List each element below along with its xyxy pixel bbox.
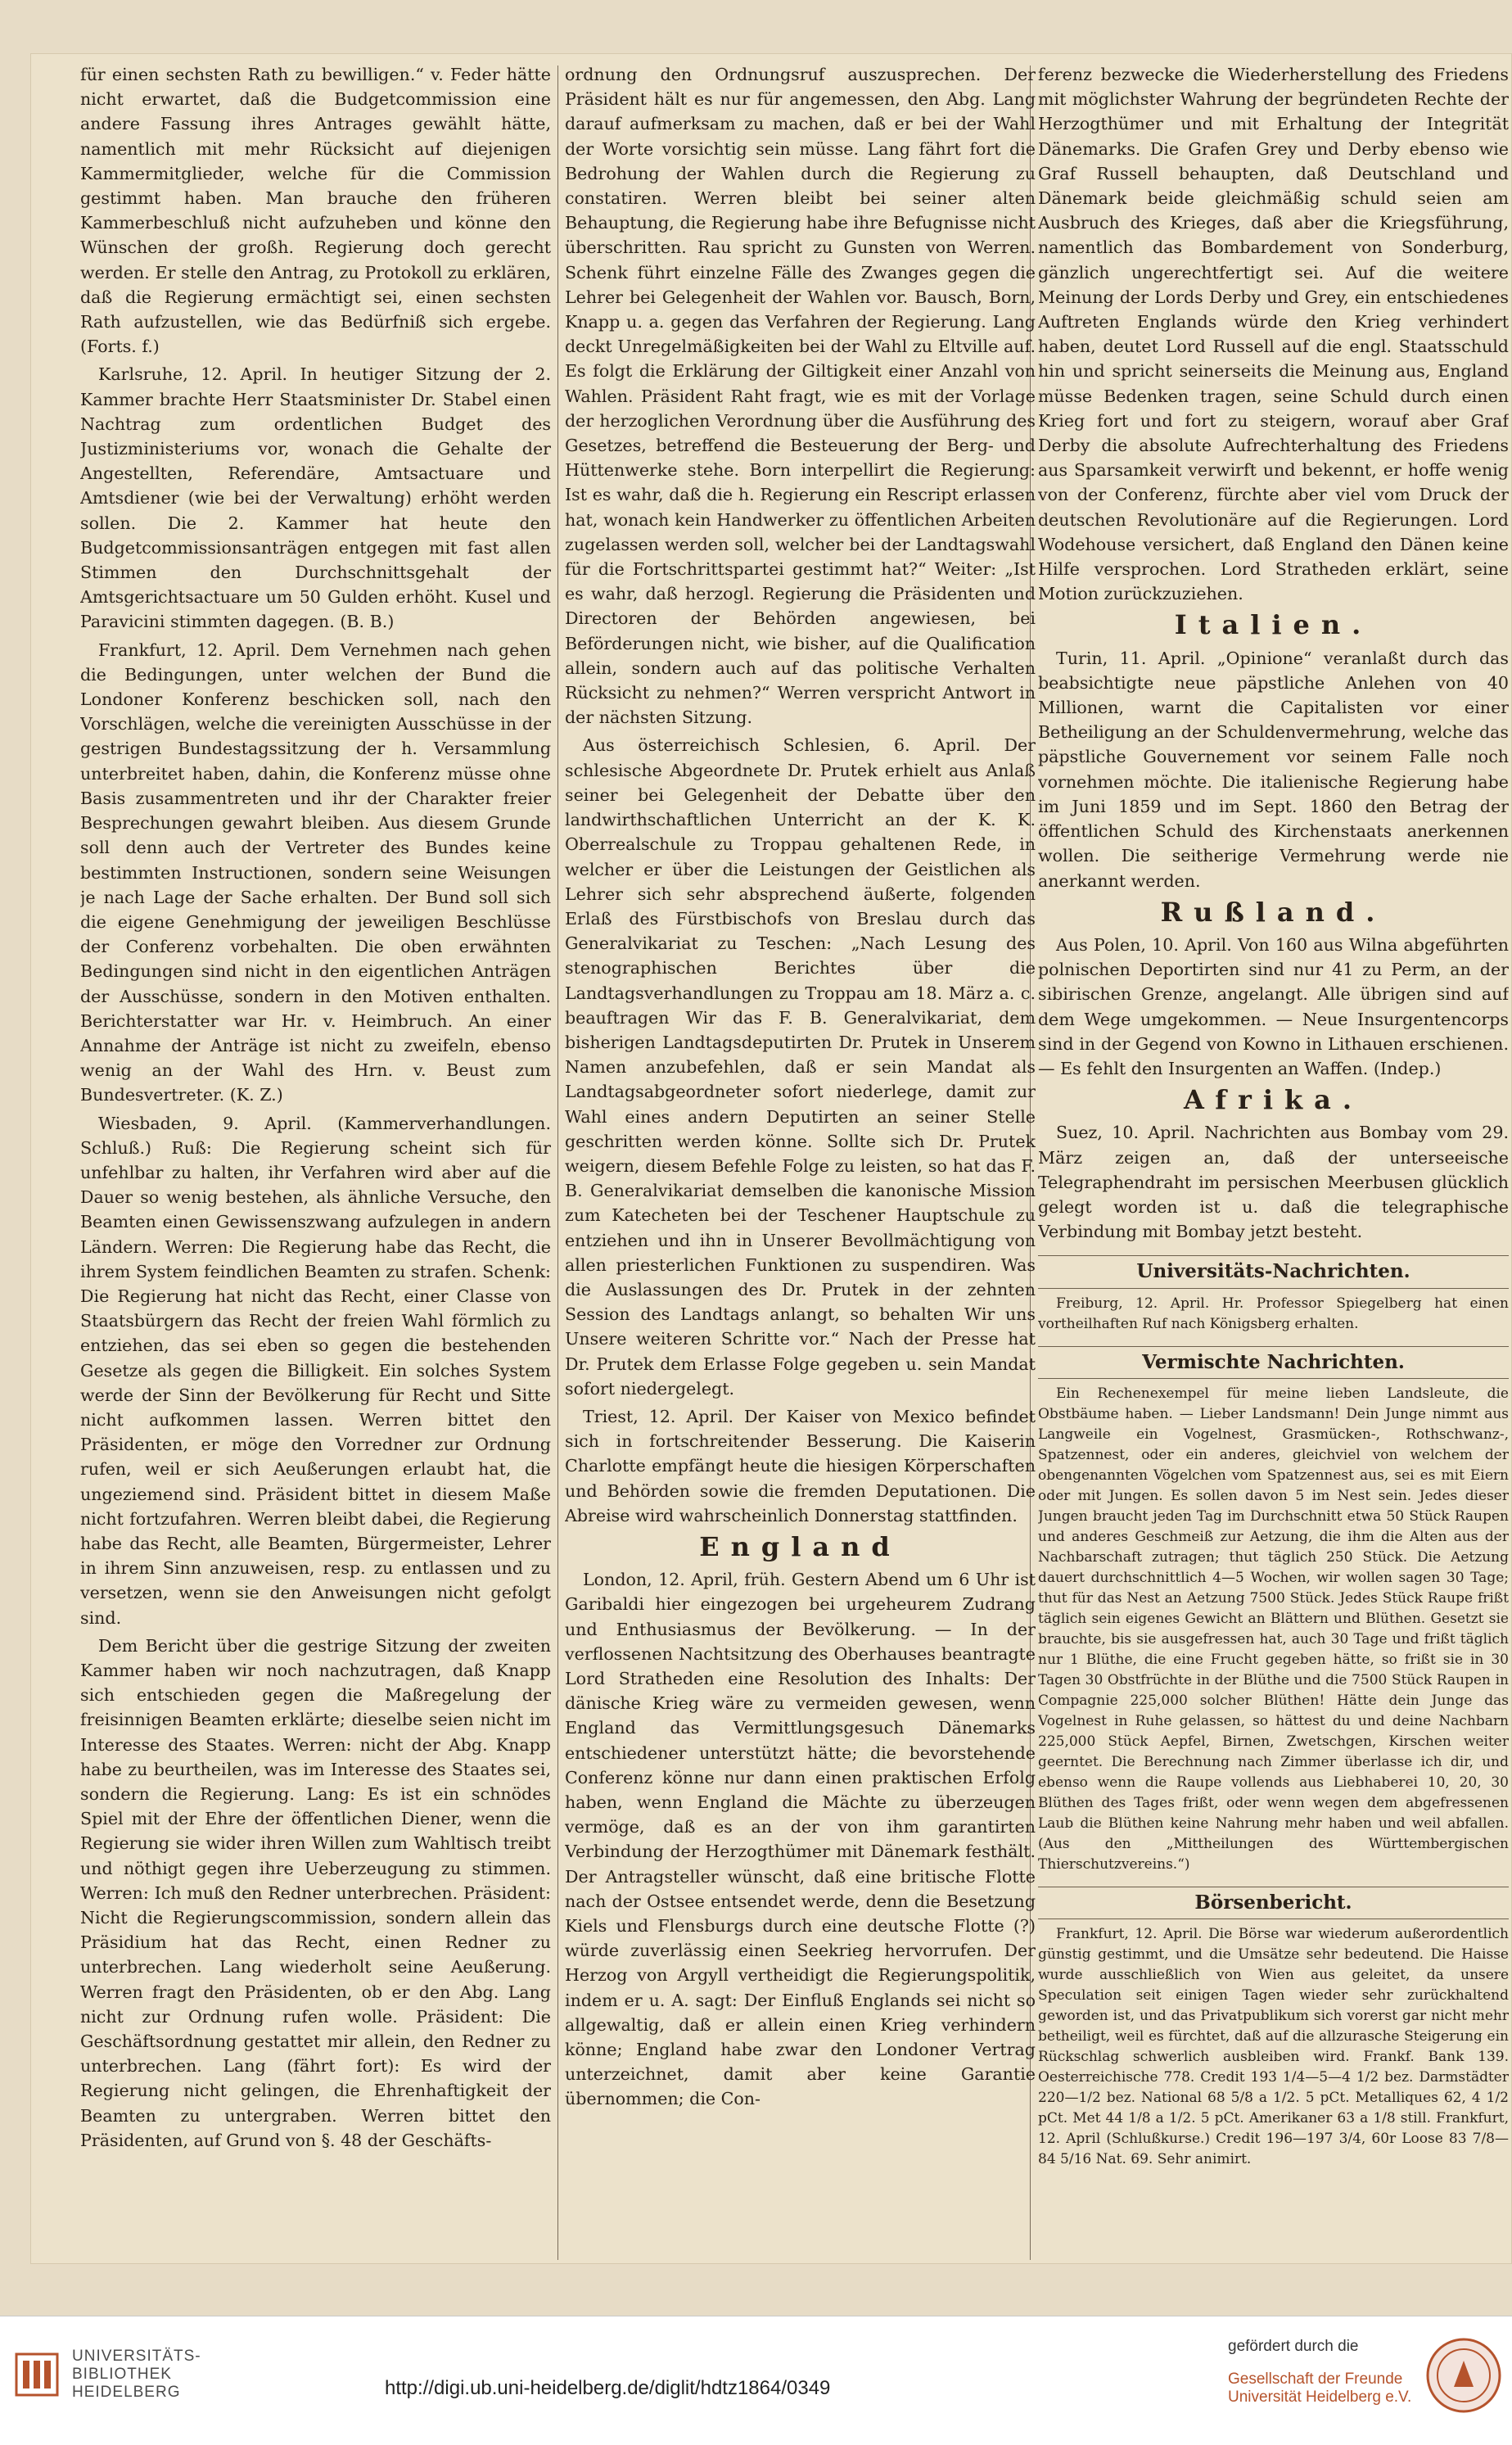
article-text: ferenz bezwecke die Wiederherstellung des Friedens mit möglichster Wahrung der begründeten Rechte der Herzogthümer und mit Erhaltung der Integrität Dänemarks. Die Grafen Grey und Derby ebenso wie Graf Russell behaupten, daß Deutschland und Dänemark beide gleichmäßig schuld seien am Ausbruch des Krieges, daß aber die Kriegsführung, namentlich das Bombardement von Sonderburg, gänzlich ungerechtfertigt sei. Auf die weitere Meinung der Lords Derby und Grey, ein entschiedenes Auftreten Englands würde den Krieg verhindert haben, deutet Lord Russell auf die engl. Staatsschuld hin und spricht seinerseits die Meinung aus, England müsse Bedenken tragen, seine Schuld durch einen Krieg fort und fort zu steigern, worauf aber Graf Derby die absolute Aufrechterhaltung des Friedens aus Sparsamkeit verwirft und bekennt, er hoffe wenig von der Conferenz, fürchte aber viel vom Druck der deutschen Revolutionäre auf die Regierungen. Lord Wodehouse versichert, daß England den Dänen keine Hilfe versprochen. Lord Stratheden erklärt, seine Motion zurückzuziehen. (1038, 65, 1509, 604)
library-line-2: BIBLIOTHEK (72, 2366, 172, 2383)
article-wiesbaden: Wiesbaden, 9. April. (Kammerverhandlungen. Schluß.) Ruß: Die Regierung scheint sich für unfehlbar zu halten, ihr Verfahren wird aber auf die Dauer so wenig bestehen, als ähnliche Versuche, den Beamten einen Gewissenszwang aufzulegen in andern Ländern. Werren: Die Regierung habe das Recht, die ihrem System feindlichen Beamten zu strafen. Schenk: Die Regierung hat nicht das Recht, einer Classe von Staatsbürgern das Recht der freien Wahl förmlich zu entziehen, das sei eben so gegen die bestehenden Gesetze als gegen die Billigkeit. Ein solches System werde der Sinn der Bevölkerung für Recht und Sitte nicht aufkommen lassen. Werren bittet den Präsidenten, er möge den Vorredner zur Ordnung rufen, weil er sich Aeußerungen erlaubt hat, die ungeziemend sind. Präsident bittet in diesem Maße nicht fortzufahren. Werren bleibt dabei, die Regierung habe das Recht, alle Beamten, Bürgermeister, Lehrer in ihrem Sinn anzuweisen, resp. zu entlassen und zu versetzen, wenn sie den Anweisungen nicht gefolgt sind. (80, 1113, 551, 1628)
subhead-university: Universitäts-Nachrichten. (1038, 1255, 1509, 1288)
article-london: London, 12. April, früh. Gestern Abend um 6 Uhr ist Garibaldi hier eingezogen bei urgeheurem Zudrang und Enthusiasmus der Bevölkerung. — In der verflossenen Nachtsitzung des Oberhauses beantragte Lord Stratheden eine Resolution des Inhalts: Der dänische Krieg wäre zu vermeiden gewesen, wenn England das Vermittlungsgesuch Dänemarks entschiedener unterstützt hätte; die bevorstehende Conferenz könne nur dann einen praktischen Erfolg haben, wenn England die Mächte zu überzeugen vermöge, daß es an der von ihm garantirten Verbindung der Herzogthümer mit Dänemark festhält. Der Antragsteller wünscht, daß eine britische Flotte nach der Ostsee entsendet werde, denn die Besetzung Kiels und Flensburgs durch eine deutsche Flotte (?) würde zuverlässig einen Seekrieg hervorrufen. Der Herzog von Argyll vertheidigt die Regierungspolitik, indem er u. A. sagt: Der Einfluß Englands sei nicht so allgewaltig, daß er allein einen Krieg verhindern könne; England habe zwar den Londoner Vertrag unterzeichnet, damit aber keine Garantie übernommen; die Con- (565, 1570, 1036, 2109)
university-seal-icon (1424, 2336, 1503, 2415)
article-text: für einen sechsten Rath zu bewilligen.“ v. Feder hätte nicht erwartet, daß die Budgetcommission eine andere Fassung ihres Antrages gewählt hätte, namentlich mit mehr Rücksicht auf diejenigen Kammermitglieder, welche für die Commission gestimmt haben. Man brauche den früheren Kammerbeschluß nicht aufzuheben und könne den Wünschen der großh. Regierung doch gerecht werden. Er stelle den Antrag, zu Protokoll zu erklären, daß die Regierung ermächtigt sei, einen sechsten Rath aufzustellen, wie das Bedürfniß sich ergebe. (Forts. f.) (80, 65, 551, 357)
column-1 (80, 62, 551, 2265)
section-title-italien: Italien. (1174, 609, 1373, 641)
library-name (72, 2348, 201, 2402)
sponsor-line-1: Gesellschaft der Freunde (1228, 2370, 1403, 2388)
article-text: ordnung den Ordnungsruf auszusprechen. Der Präsident hält es nur für angemessen, den Abg. Lang darauf aufmerksam zu machen, daß er bei der Wahl der Worte vorsichtig sein müsse. Lang fährt fort die Bedrohung der Wahlen durch die Regierung zu constatiren. Werren bleibt bei seiner alten Behauptung, die Regierung habe ihre Befugnisse nicht überschritten. Rau spricht zu Gunsten von Werren. Schenk führt einzelne Fälle des Zwanges gegen die Lehrer bei Gelegenheit der Wahlen vor. Bausch, Born, Knapp u. a. gegen das Verfahren der Regierung. Lang deckt Unregelmäßigkeiten bei der Wahl zu Eltville auf. Es folgt die Erklärung der Giltigkeit einer Anzahl von Wahlen. Präsident Raht fragt, wie es mit der Vorlage der herzoglichen Verordnung über die Ausführung des Gesetzes, betreffend die Besteuerung der Berg- und Hüttenwerke stehe. Born interpellirt die Regierung: Ist es wahr, daß die h. Regierung ein Rescript erlassen hat, wonach kein Handwerker zu öffentlichen Arbeiten zugelassen werden soll, welcher bei der Landtagswahl für die Fortschrittspartei gestimmt hat?“ Weiter: „Ist es wahr, daß herzogl. Regierung die Präsidenten und Directoren der Behörden angewiesen, bei Beförderungen nicht, wie bisher, auf die Qualification allein, sondern auch auf das politische Verhalten Rücksicht zu nehmen?“ Werren verspricht Antwort in der nächsten Sitzung. (565, 65, 1036, 728)
sponsor-label: gefördert durch die (1228, 2338, 1359, 2355)
article-suez: Suez, 10. April. Nachrichten aus Bombay vom 29. März zeigen an, daß der unterseeische Telegraphendraht im persischen Meerbusen glücklich gelegt worden ist u. daß die telegraphische Verbindung mit Bombay jetzt besteht. (1038, 1123, 1509, 1242)
column-3 (1038, 62, 1509, 2265)
article-polen: Aus Polen, 10. April. Von 160 aus Wilna abgeführten polnischen Deportirten sind nur 41 zu Perm, an der sibirischen Grenze, angelangt. Alle übrigen sind auf dem Wege umgekommen. — Neue Insurgentencorps sind in der Gegend von Kowno in Lithauen erschienen. — Es fehlt den Insurgenten an Waffen. (Indep.) (1038, 934, 1509, 1078)
column-2 (565, 62, 1036, 2265)
section-title-england: England (699, 1530, 901, 1562)
article-boerse: Frankfurt, 12. April. Die Börse war wiederum außerordentlich günstig gestimmt, und die Umsätze sehr bedeutend. Die Haisse wurde ausschließlich von Wien aus geleitet, da unsere Speculation seit einigen Tagen wieder sehr zurückhaltend geworden ist, und das Privatpublikum sich vorerst gar nicht mehr betheiligt, weil es fürchtet, daß auf die allzurasche Steigerung ein Rückschlag schwerlich ausbleiben wird. Frankf. Bank 139. Oesterreichische 778. Credit 193 1/4—5—4 1/2 bez. Darmstädter 220—1/2 bez. National 68 5/8 a 1/2. 5 pCt. Metalliques 62, 4 1/2 pCt. Met 44 1/8 a 1/2. 5 pCt. Amerikaner 63 a 1/8 still. Frankfurt, 12. April (Schlußkurse.) Credit 196—197 3/4, 60r Loose 83 7/8—84 5/16 Nat. 69. Sehr animirt. (1038, 1925, 1509, 2167)
article-schlesien: Aus österreichisch Schlesien, 6. April. Der schlesische Abgeordnete Dr. Prutek erhielt aus Anlaß seiner bei Gelegenheit der Debatte über den landwirthschaftlichen Unterricht an der K. K. Oberrealschule zu Troppau gehaltenen Rede, in welcher er über die Leistungen der Geistlichen als Lehrer sich sehr absprechend äußerte, folgenden Erlaß des Fürstbischofs von Breslau durch das Generalvikariat zu Teschen: „Nach Lesung des stenographischen Berichtes über die Landtagsverhandlungen zu Troppau am 18. März a. c. beauftragen Wir das F. B. Generalvikariat, dem bisherigen Landtagsdeputirten Dr. Prutek in Unserem Namen anzubefehlen, daß er sein Mandat als Landtagsabgeordneter sofort niederlege, damit zur Wahl eines andern Deputirten an seiner Stelle geschritten werden könne. Sollte sich Dr. Prutek weigern, diesem Befehle Folge zu leisten, so hat das F. B. Generalvikariat demselben die kanonische Mission zum Katecheten bei der Teschener Hauptschule zu entziehen und ihn in Unserer Bevollmächtigung von allen priesterlichen Funktionen zu suspendiren. Was die Auslassungen des Dr. Prutek in der zehnten Session des Landtags anlangt, so behalten Wir uns Unsere weiteren Schritte vor.“ Nach der Presse hat Dr. Prutek dem Erlasse Folge gegeben u. sein Mandat sofort niedergelegt. (565, 735, 1036, 1399)
permalink-url[interactable]: http://digi.ub.uni-heidelberg.de/diglit/hdtz1864/0349 (385, 2377, 831, 2399)
newspaper-page (31, 54, 1511, 2263)
article-freiburg: Freiburg, 12. April. Hr. Professor Spiegelberg hat einen vortheilhaften Ruf nach Königsberg erhalten. (1038, 1295, 1509, 1332)
article-triest: Triest, 12. April. Der Kaiser von Mexico befindet sich in fortschreitender Besserung. Die Kaiserin Charlotte empfängt heute die hiesigen Körperschaften und Behörden sowie die fremden Deputationen. Die Abreise wird wahrscheinlich Donnerstag stattfinden. (565, 1406, 1036, 1525)
sponsor-line-2: Universität Heidelberg e.V. (1228, 2389, 1412, 2406)
subhead-misc: Vermischte Nachrichten. (1038, 1346, 1509, 1379)
subhead-stock: Börsenbericht. (1038, 1887, 1509, 1919)
section-title-russland: Rußland. (1160, 896, 1387, 928)
article-turin: Turin, 11. April. „Opinione“ veranlaßt durch das beabsichtigte neue päpstliche Anlehen von 40 Millionen, warnt die Capitalisten vor einer Betheiligung an der Schuldenvermehrung, welche das päpstliche Gouvernement vor seinem Falle noch vornehmen möchte. Die italienische Regierung habe im Juni 1859 und im Sept. 1860 den Betrag der öffentlichen Schuld des Kirchenstaats anerkennen wollen. Die seitherige Vermehrung werde nie anerkannt werden. (1038, 648, 1509, 891)
column-rule-1 (557, 66, 558, 2260)
library-line-1: UNIVERSITÄTS- (72, 2348, 201, 2365)
viewer-footer (0, 2316, 1512, 2445)
library-logo-icon (15, 2346, 59, 2403)
library-line-3: HEIDELBERG (72, 2384, 181, 2401)
article-rechenexempel: Ein Rechenexempel für meine lieben Landsleute, die Obstbäume haben. — Lieber Landsmann! Dein Junge nimmt aus Langweile ein Vogelnest, Grasmücken-, Rothschwanz-, Spatzennest, oder ein anderes, gleichviel von welchem der obengenannten Vögelchen vom Spatzennest aus, sei es mit Eiern oder mit Jungen. Es sollen davon 5 im Nest sein. Jedes dieser Jungen braucht jeden Tag im Durchschnitt etwa 50 Stück Raupen und anderes Geschmeiß zur Aetzung, die ihm die Alten aus der Nachbarschaft zutragen; thut täglich 250 Stück. Die Aetzung dauert durchschnittlich 4—5 Wochen, wir wollen sagen 30 Tage; thut für das Nest an Aetzung 7500 Stück. Jedes Stück Raupe frißt täglich sein eigenes Gewicht an Blättern und Blüthen. Gesetzt sie brauchte, bis sie ausgefressen hat, auch 30 Tage und frißt täglich nur 1 Blüthe, die eine Frucht gegeben hätte, so frißt sie in 30 Tagen 30 Obstfrüchte in der Blüthe und die 7500 Stück Raupen in Compagnie 225,000 solcher Blüthen! Hätte dein Junge das Vogelnest in Ruhe gelassen, so hättest du und deine Nachbarn 225,000 Stück Aepfel, Birnen, Zwetschgen, Kirschen weiter geerntet. Die Berechnung nach Zimmer überlasse ich dir, und ebenso wenn die Raupe vollends aus Liebhaberei 10, 20, 30 Blüthen des Tages frißt, oder wenn wegen dem abgefressenen Laub die Blüthen keine Nahrung mehr haben und weil abfallen. (Aus den „Mittheilungen des Württembergischen Thierschutzvereins.“) (1038, 1385, 1509, 1873)
sponsor-name (1228, 2370, 1411, 2407)
article-karlsruhe: Karlsruhe, 12. April. In heutiger Sitzung der 2. Kammer brachte Herr Staatsminister Dr. Stabel einen Nachtrag zum ordentlichen Budget des Justizministeriums vor, wonach die Gehalte der Angestellten, Referendäre, Amtsactuare und Amtsdiener (wie bei der Verwaltung) erhöht werden sollen. Die 2. Kammer hat heute den Budgetcommissionsanträgen entgegen mit fast allen Stimmen den Durchschnittsgehalt der Amtsgerichtsactuare um 50 Gulden erhöht. Kusel und Paravicini stimmten dagegen. (B. B.) (80, 364, 551, 632)
section-title-afrika: Afrika. (1183, 1084, 1364, 1116)
article-frankfurt: Frankfurt, 12. April. Dem Vernehmen nach gehen die Bedingungen, unter welchen der Bund die Londoner Konferenz beschicken soll, nach den Vorschlägen, welche die vereinigten Ausschüsse in der gestrigen Bundestagssitzung der h. Versammlung unterbreitet haben, dahin, die Konferenz müsse ohne Basis zusammentreten und ihr der Charakter freier Besprechungen gewahrt bleiben. Aus diesem Grunde soll denn auch der Vertreter des Bundes keine bestimmten Instructionen, sondern seine Weisungen je nach Lage der Sache erhalten. Der Bund soll sich die eigene Genehmigung der jeweiligen Beschlüsse der Conferenz vorbehalten. Die oben erwähnten Bedingungen sind nicht in den eigentlichen Anträgen der Ausschüsse, sondern in den Motiven enthalten. Berichterstatter war Hr. v. Heimbruch. An einer Annahme der Anträge ist nicht zu zweifeln, ebenso wenig an der Wahl des Hrn. v. Beust zum Bundesvertreter. (K. Z.) (80, 639, 551, 1105)
article-text: Dem Bericht über die gestrige Sitzung der zweiten Kammer haben wir noch nachzutragen, daß Knapp sich entschieden gegen die Maßregelung der freisinnigen Beamten erklärte; dieselbe seien nicht im Interesse des Staates. Werren: nicht der Abg. Knapp habe zu beurtheilen, was im Interesse des Staates sei, sondern die Regierung. Lang: Es ist ein schnödes Spiel mit der Ehre der öffentlichen Diener, wenn die Regierung sie wider ihren Willen zum Wahltisch treibt und nöthigt gegen ihre Ueberzeugung zu stimmen. Werren: Ich muß den Redner unterbrechen. Präsident: Nicht die Regierungscommission, sondern allein das Präsidium hat das Recht, einen Redner zu unterbrechen. Lang wiederholt seine Aeußerung. Werren fragt den Präsidenten, ob er den Abg. Lang nicht zur Ordnung rufen wolle. Präsident: Die Geschäftsordnung gestattet mir allein, den Redner zu unterbrechen. Lang (fährt fort): Es wird der Regierung nicht gelingen, die Ehrenhaftigkeit der Beamten zu untergraben. Werren bittet den Präsidenten, auf Grund von §. 48 der Geschäfts- (80, 1635, 551, 2150)
